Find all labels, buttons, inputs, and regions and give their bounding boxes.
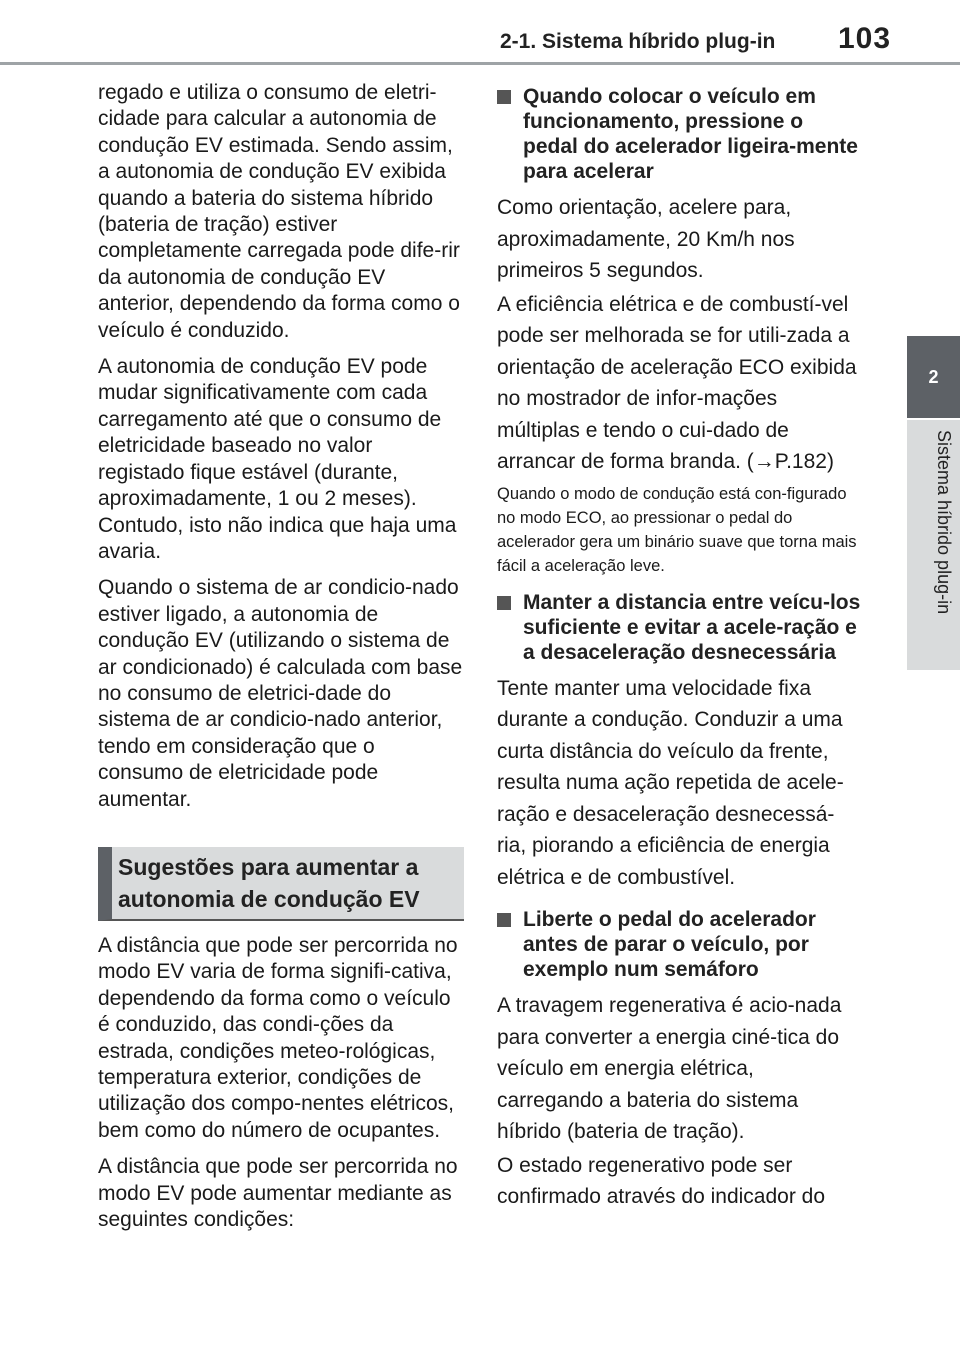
- left-column: [98, 80, 464, 1243]
- page-number: 103: [838, 22, 892, 55]
- note-text: Quando o modo de condução está con-figurado no modo ECO, ao pressionar o pedal do acelerador gera um binário suave que torna mais fácil a aceleração leve.: [497, 484, 857, 575]
- subheading-block: [497, 907, 862, 982]
- paragraph: Tente manter uma velocidade fixa durante a condução. Conduzir a uma curta distância do veículo da frente, resulta numa ação repetida de acele-ração e desaceleração desnecessá-ria, piorando a eficiência de energia elétrica e de combustível.: [497, 676, 844, 889]
- square-bullet-icon: [497, 90, 511, 104]
- paragraph: A distância que pode ser percorrida no modo EV pode aumentar mediante as seguintes condições:: [98, 1155, 458, 1232]
- subheading: Liberte o pedal do acelerador antes de parar o veículo, por exemplo num semáforo: [523, 908, 816, 981]
- right-column: [497, 78, 862, 1215]
- paragraph: Como orientação, acelere para, aproximadamente, 20 Km/h nos primeiros 5 segundos.: [497, 196, 795, 282]
- square-bullet-icon: [497, 913, 511, 927]
- subheading-block: [497, 590, 862, 665]
- chapter-tab-label: Sistema híbrido plug-in: [934, 430, 954, 615]
- subheading: Manter a distancia entre veícu-los suficiente e evitar a acele-ração e a desaceleração desnecessária: [523, 590, 861, 664]
- section-heading-box: [98, 847, 464, 921]
- paragraph: A autonomia de condução EV pode mudar significativamente com cada carregamento até que o consumo de eletricidade baseado no valor registado fique estável (durante, aproximadamente, 1 ou 2 meses). Contudo, isto não indica que haja uma avaria.: [98, 355, 457, 563]
- paragraph: A travagem regenerativa é acio-nada para converter a energia ciné-tica do veículo em energia elétrica, carregando a bateria do sistema híbrido (bateria de tração).: [497, 994, 842, 1143]
- chapter-tab-number: 2: [907, 336, 960, 418]
- paragraph: A distância que pode ser percorrida no modo EV varia de forma signifi-cativa, dependendo da forma como o veículo é conduzido, das condi-ções da estrada, condições meteo-rológicas, temperatura exterior, condições de utilização dos compo-nentes elétricos, bem como do número de ocupantes.: [98, 933, 458, 1142]
- square-bullet-icon: [497, 596, 511, 610]
- subheading: Quando colocar o veículo em funcionamento, pressione o pedal do acelerador ligeira-mente para acelerar: [523, 85, 858, 183]
- header-section-title: 2-1. Sistema híbrido plug-in: [500, 30, 776, 53]
- header-divider: [0, 62, 960, 65]
- paragraph: Quando o sistema de ar condicio-nado estiver ligado, a autonomia de condução EV (utilizando o sistema de ar condicionado) é calculada com base no consumo de eletrici-dade do sistema de ar condicio-nado anterior, tendo em consideração que o consumo de eletricidade pode aumentar.: [98, 576, 463, 811]
- paragraph: A eficiência elétrica e de combustí-vel pode ser melhorada se for utili-zada a orientação de aceleração ECO exibida no mostrador de infor-mações múltiplas e tendo o cui-dado de arrancar de forma branda. (→P.182): [497, 292, 857, 473]
- subheading-block: [497, 84, 862, 184]
- paragraph: O estado regenerativo pode ser confirmado através do indicador do: [497, 1153, 826, 1208]
- section-heading: Sugestões para aumentar a autonomia de condução EV: [118, 853, 420, 912]
- paragraph: regado e utiliza o consumo de eletri-cidade para calcular a autonomia de condução EV estimada. Sendo assim, a autonomia de condução EV exibida quando a bateria do sistema híbrido (bateria de tração) estiver completamente carregada pode dife-rir da autonomia de condução EV anterior, dependendo da forma como o veículo é conduzido.: [98, 81, 460, 342]
